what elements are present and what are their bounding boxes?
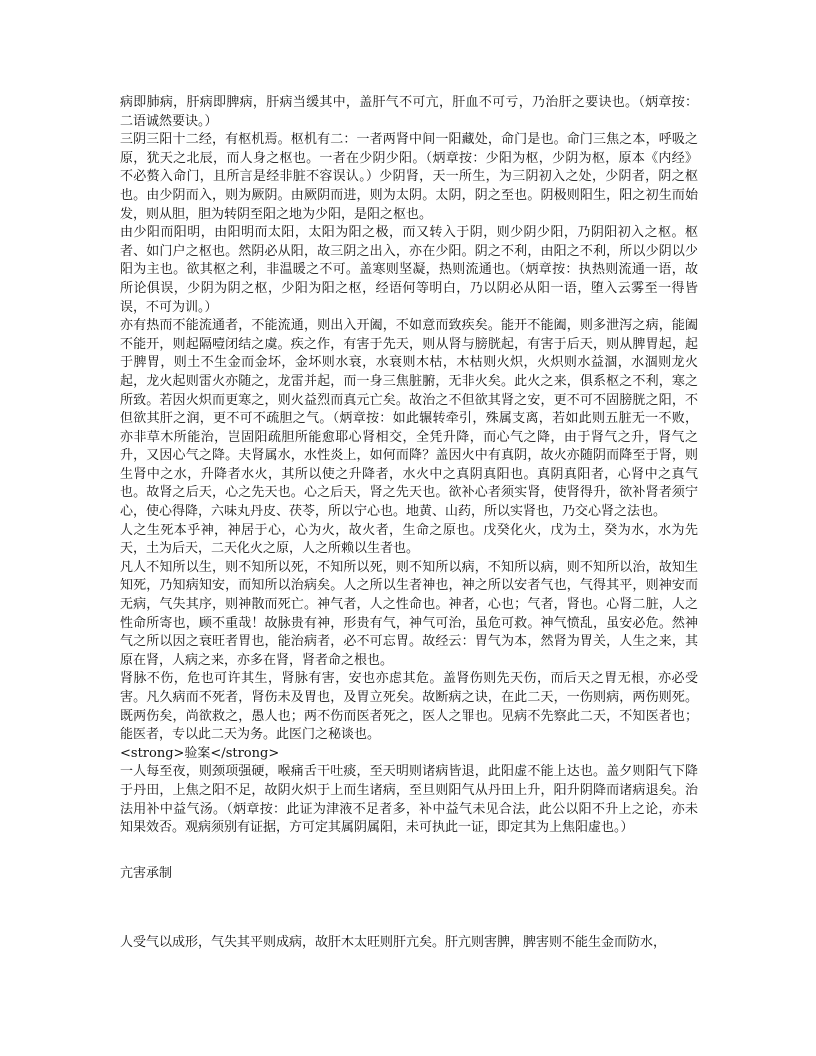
paragraph-heat-flow: 亦有热而不能流通者，不能流通，则出入开阖，不如意而致疾矣。能开不能阖，则多泄泻之病，能阖不能开，则起隔噎闭结之虞。疾之作，有害于先天，则从肾与膀胱起，有害于后天，则从脾胃起，起于脾胃，则土不生金而金坏，金坏则水衰，水衰则木枯，木枯则火炽，火炽则水益涸，水涸则龙火起，龙火起则雷火亦随之，龙雷并起，而一身三焦脏腑，无非火矣。此火之来，俱系枢之不利，寒之所致。若因火炽而更寒之，则火益烈而真元亡矣。故治之不但欲其肾之安，更不可不固膀胱之阳，不但欲其肝之润，更不可不疏胆之气。（炳章按：如此辗转牵引，殊属支离，若如此则五脏无一不败，亦非草木所能治，岂固阳疏胆所能愈耶心肾相交，全凭升降，而心气之降，由于肾气之升，肾气之升，又因心气之降。夫肾属水，水性炎上，如何而降？盖因火中有真阴，故火亦随阴而降至于肾，则生肾中之水，升降者水火，其所以使之升降者，水火中之真阴真阳也。真阴真阳者，心肾中之真气也。故肾之后天，心之先天也。心之后天，肾之先天也。欲补心者须实肾，使肾得升，欲补肾者须宁心，使心得降，六味丸丹皮、茯苓，所以宁心也。地黄、山药，所以实肾也，乃交心肾之法也。: [120, 318, 698, 520]
document-body: [120, 94, 698, 838]
paragraph-liver-spleen: 病即肺病，肝病即脾病，肝病当缓其中，盖肝气不可亢，肝血不可亏，乃治肝之要诀也。（炳章按：二语诚然要诀。）: [120, 95, 698, 129]
case-paragraph: 一人每至夜，则颈项强硬，喉痛舌干吐痰，至天明则诸病皆退，此阳虚不能上达也。盖夕则阳气下降于丹田，上焦之阳不足，故阴火炽于上而生诸病，至旦则阳气从丹田上升，阳升阴降而诸病退矣。治法用补中益气汤。（炳章按：此证为津液不足者多，补中益气未见合法，此公以阳不升上之论，亦未知果效否。观病须别有证据，方可定其属阴属阳，未可执此一证，即定其为上焦阳虚也。）: [120, 764, 698, 836]
section-paragraph: 人受气以成形，气失其平则成病，故肝木太旺则肝亢矣。肝亢则害脾，脾害则不能生金而防水，: [120, 935, 667, 950]
section-title: 亢害承制: [120, 866, 173, 881]
paragraph-life-and-spirit: 人之生死本乎神，神居于心，心为火，故火者，生命之原也。戊癸化火，戊为土，癸为水，水为先天，土为后天，二天化火之原，人之所赖以生者也。: [120, 522, 698, 557]
paragraph-life-and-death: 凡人不知所以生，则不知所以死，不知所以死，则不知所以病，不知所以病，则不知所以治，故知生知死，乃知病知安，而知所以治病矣。人之所以生者神也，神之所以安者气也，气得其平，则神安而无病，气失其序，则神散而死亡。神气者，人之性命也。神者，心也；气者，肾也。心肾二脏，人之性命所寄也，顾不重哉！故脉贵有神，形贵有气，神气可治，虽危可救。神气愤乱，虽安必危。然神气之所以因之衰旺者胃也，能治病者，必不可忘胃。故经云：胃气为本，然肾为胃关，人生之来，其原在肾，人病之来，亦多在肾，肾者命之根也。: [120, 559, 698, 668]
paragraph-shaoyang-yangming: 由少阳而阳明，由阳明而太阳，太阳为阳之极，而又转入于阴，则少阴少阳，乃阴阳初入之枢。枢者、如门户之枢也。然阴必从阳，故三阴之出入，亦在少阳。阴之不利，由阳之不利，所以少阴以少阳为主也。欲其枢之利，非温暖之不可。盖寒则坚凝，热则流通也。（炳章按：执热则流通一语，故所论俱误，少阴为阴之枢，少阳为阳之枢，经语何等明白，乃以阴必从阳一语，堕入云雾至一得皆误，不可为训。）: [120, 225, 698, 315]
case-heading: <strong>验案</strong>: [120, 745, 280, 761]
paragraph-kidney-pulse: 肾脉不伤，危也可许其生，肾脉有害，安也亦虑其危。盖肾伤则先天伤，而后天之胃无根，亦必受害。凡久病而不死者，肾伤未及胃也，及胃立死矣。故断病之诀，在此二天，一伤则病，两伤则死。既两伤矣，尚欲救之，愚人也；两不伤而医者死之，医人之罪也。见病不先察此二天，不知医者也；能医者，专以此二天为务。此医门之秘谈也。: [120, 671, 698, 743]
paragraph-pivot-mechanism: 三阴三阳十二经，有枢机焉。枢机有二：一者两肾中间一阳藏处，命门是也。命门三焦之本，呼吸之原，犹天之北辰，而人身之枢也。一者在少阴少阳。（炳章按：少阳为枢，少阴为枢，原本《内经》不必赘入命门，且所言是经非脏不容误认。）少阴肾，天一所生，为三阴初入之处，少阴者，阴之枢也。由少阴而入，则为厥阴。由厥阴而进，则为太阴。太阴，阴之至也。阴极则阳生，阳之初生而始发，则从胆，胆为转阴至阳之地为少阳，是阳之枢也。: [120, 132, 698, 222]
